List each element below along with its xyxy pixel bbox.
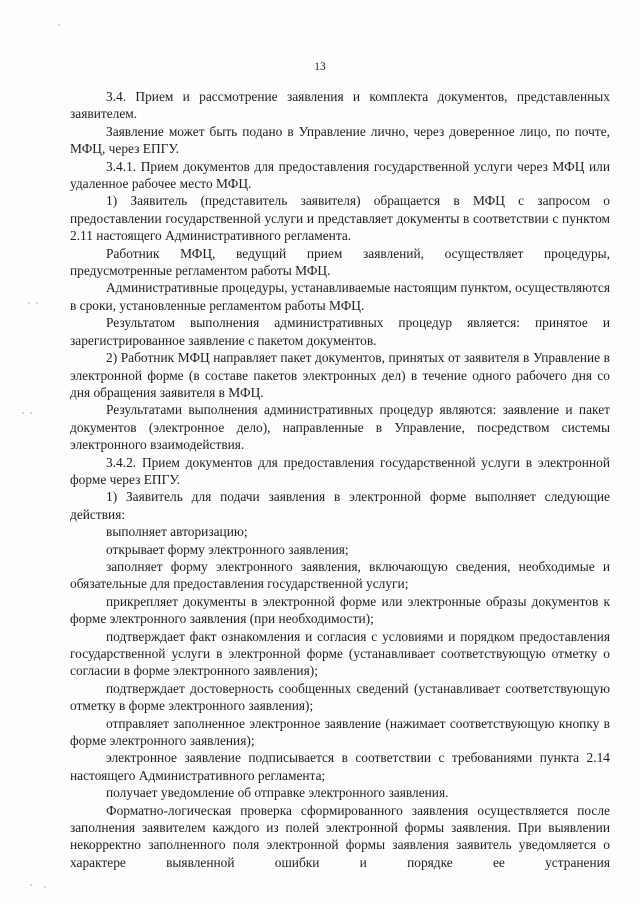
list-item-confirm-consent: подтверждает факт ознакомления и согласия с условиями и порядком предоставления государственной услуги в электронной форме (устанавливает соответствующую отметку о согласии в форме электронного заявления); (70, 628, 610, 679)
list-item-confirm-accuracy: подтверждает достоверность сообщенных сведений (устанавливает соответствующую отметку в форме электронного заявления); (70, 680, 610, 714)
paragraph-mfc-worker: Работник МФЦ, ведущий прием заявлений, осуществляет процедуры, предусмотренные регламентом работы МФЦ. (70, 245, 610, 279)
list-item-fill-form: заполняет форму электронного заявления, включающую сведения, необходимые и обязательные для предоставления государственной услуги; (70, 558, 610, 592)
paragraph-section-3-4-2: 3.4.2. Прием документов для предоставления государственной услуги в электронной форме через ЕПГУ. (70, 454, 610, 487)
paragraph-result-1: Результатом выполнения административных процедур является: принятое и зарегистрированное заявление с пакетом документов. (70, 315, 610, 348)
list-item-authorization: выполняет авторизацию; (106, 524, 248, 540)
list-item-attach-documents: прикрепляет документы в электронной форме или электронные образы документов к форме электронного заявления (при необходимости); (70, 593, 610, 627)
page-number: 13 (314, 61, 326, 73)
paragraph-result-2: Результатами выполнения административных процедур являются: заявление и пакет документов (электронное дело), направленные в Управление, посредством системы электронного взаимодействия. (70, 402, 610, 453)
list-item-notification: получает уведомление об отправке электронного заявления. (106, 785, 449, 801)
paragraph-format-check: Форматно-логическая проверка сформированного заявления осуществляется после заполнения заявителем каждого из полей электронной формы заявления. При выявлении некорректно заполненного поля электронной формы заявления заявитель уведомляется о характере выявленной ошибки и порядке ее устранения (70, 802, 610, 870)
paragraph-section-3-4-1: 3.4.1. Прием документов для предоставления государственной услуги через МФЦ или удаленное рабочее место МФЦ. (70, 158, 610, 192)
scan-speck (58, 24, 60, 26)
paragraph-epgu-step-1: 1) Заявитель для подачи заявления в электронной форме выполняет следующие действия: (70, 489, 610, 522)
scan-speck (30, 412, 32, 414)
paragraph-submission-methods: Заявление может быть подано в Управление лично, через доверенное лицо, по почте, МФЦ, через ЕПГУ. (70, 123, 610, 157)
scan-speck (30, 884, 32, 886)
scan-speck (44, 886, 46, 888)
paragraph-section-3-4: 3.4. Прием и рассмотрение заявления и комплекта документов, представленных заявителем. (70, 89, 610, 122)
scan-speck (28, 302, 30, 304)
scan-speck (22, 412, 24, 414)
list-item-open-form: открывает форму электронного заявления; (106, 541, 349, 557)
paragraph-mfc-step-1: 1) Заявитель (представитель заявителя) обращается в МФЦ с запросом о предоставлении государственной услуги и представляет документы в соответствии с пунктом 2.11 настоящего Административного регламента. (70, 193, 610, 244)
paragraph-admin-procedures: Административные процедуры, устанавливаемые настоящим пунктом, осуществляются в сроки, установленные регламентом работы МФЦ. (70, 280, 610, 313)
paragraph-mfc-step-2: 2) Работник МФЦ направляет пакет документов, принятых от заявителя в Управление в электронной форме (в составе пакетов электронных дел) в течение одного рабочего дня со дня обращения заявителя в МФЦ. (70, 350, 610, 400)
list-item-send-form: отправляет заполненное электронное заявление (нажимает соответствующую кнопку в форме электронного заявления); (70, 715, 610, 749)
document-body (70, 88, 610, 871)
list-item-signature: электронное заявление подписывается в соответствии с требованиями пункта 2.14 настоящего Административного регламента; (70, 750, 610, 783)
scan-speck (36, 302, 38, 304)
